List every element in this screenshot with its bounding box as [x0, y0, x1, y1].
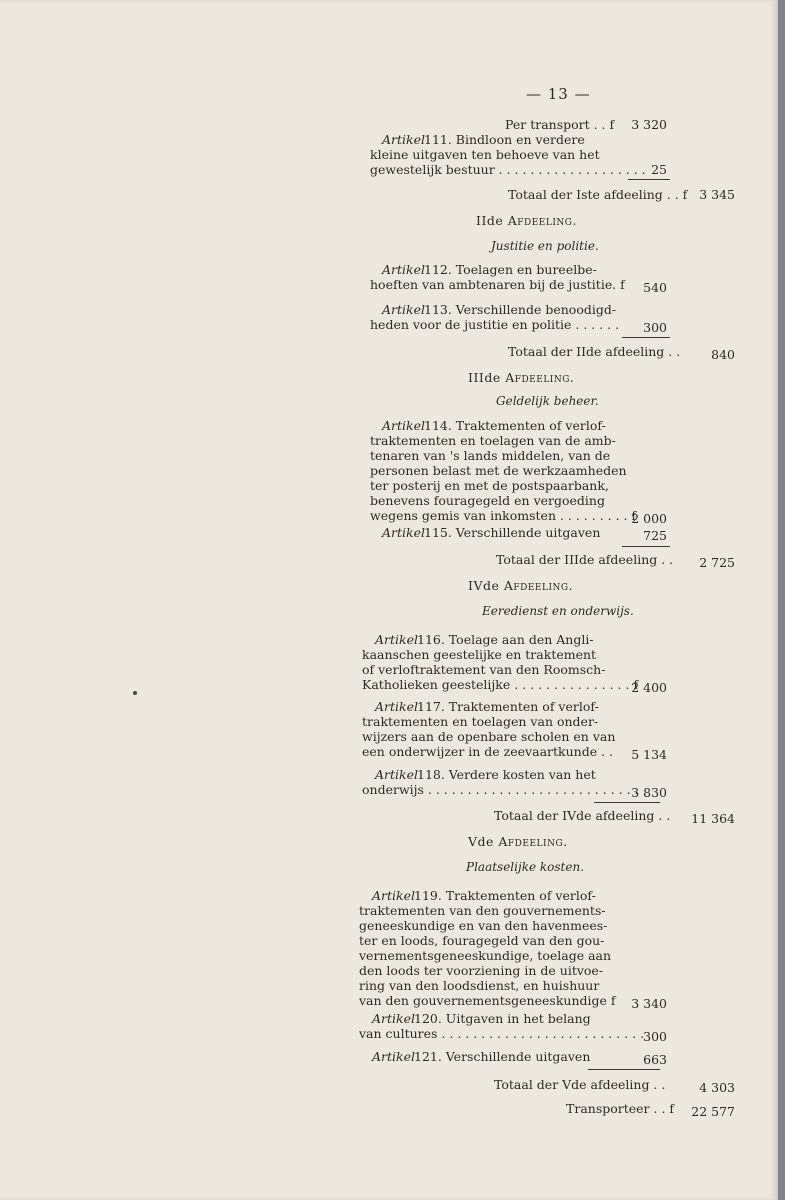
text-line: Transporteer . . f: [566, 1101, 675, 1116]
text-line: hoeften van ambtenaren bij de justitie. f: [370, 277, 625, 292]
text-line: Totaal der IIIde afdeeling . .: [496, 552, 674, 567]
article-label: Artikel: [382, 302, 425, 317]
section-caption: Plaatselijke kosten.: [466, 860, 585, 874]
text-line: van cultures . . . . . . . . . . . . . . . . . . . . . . . . . .: [359, 1026, 645, 1041]
article-label: Artikel: [372, 1011, 415, 1026]
section-caption: Justitie en politie.: [491, 239, 599, 253]
article-label: Artikel: [375, 699, 418, 714]
text-line: of verloftraktement van den Roomsch-: [362, 662, 606, 677]
article-label: Artikel: [372, 1049, 415, 1064]
text-line: 119. Traktementen of verlof-: [414, 888, 596, 903]
text-line: Totaal der IVde afdeeling . .: [494, 808, 671, 823]
amount-value: 2 400: [631, 680, 667, 695]
text-line: een onderwijzer in de zeevaartkunde . .: [362, 744, 613, 759]
text-line: benevens fouragegeld en vergoeding: [370, 493, 605, 508]
ink-speck: [133, 691, 137, 695]
article-label: Artikel: [372, 888, 415, 903]
article-label: Artikel: [382, 262, 425, 277]
amount-value: 25: [651, 162, 667, 177]
text-line: Totaal der Iste afdeeling . . f: [508, 187, 688, 202]
text-line: den loods ter voorziening in de uitvoe-: [359, 963, 604, 978]
amount-value: 300: [643, 320, 667, 335]
text-line: traktementen en toelagen van de amb-: [370, 433, 616, 448]
text-line: 118. Verdere kosten van het: [417, 767, 596, 782]
text-line: gewestelijk bestuur . . . . . . . . . . . . . . . . . . .: [370, 162, 646, 177]
text-line: 116. Toelage aan den Angli-: [417, 632, 594, 647]
text-line: Per transport . . f: [505, 117, 615, 132]
text-line: wijzers aan de openbare scholen en van: [362, 729, 616, 744]
text-line: heden voor de justitie en politie . . . . . .: [370, 317, 620, 332]
text-line: traktementen van den gouvernements-: [359, 903, 606, 918]
text-line: traktementen en toelagen van onder-: [362, 714, 599, 729]
text-line: onderwijs . . . . . . . . . . . . . . . . . . . . . . . . . . .: [362, 782, 639, 797]
section-heading: IIde Afdeeling.: [476, 213, 577, 228]
text-line: kaanschen geestelijke en traktement: [362, 647, 597, 662]
sum-rule: [622, 546, 670, 547]
text-line: personen belast met de werkzaamheden: [370, 463, 627, 478]
amount-value: 4 303: [699, 1080, 735, 1095]
amount-value: 663: [643, 1052, 667, 1067]
amount-value: 540: [643, 280, 667, 295]
amount-value: 2 725: [699, 555, 735, 570]
text-line: ter en loods, fouragegeld van den gou-: [359, 933, 605, 948]
text-line: ring van den loodsdienst, en huishuur: [359, 978, 600, 993]
amount-value: 3 830: [631, 785, 667, 800]
amount-value: 3 320: [631, 117, 667, 132]
text-line: 111. Bindloon en verdere: [424, 132, 585, 147]
section-heading: IVde Afdeeling.: [468, 578, 574, 593]
article-label: Artikel: [382, 525, 425, 540]
amount-value: 3 345: [699, 187, 735, 202]
text-line: 121. Verschillende uitgaven: [414, 1049, 591, 1064]
article-label: Artikel: [375, 767, 418, 782]
section-heading: Vde Afdeeling.: [468, 834, 568, 849]
text-line: 114. Traktementen of verlof-: [424, 418, 606, 433]
text-line: tenaren van 's lands middelen, van de: [370, 448, 611, 463]
article-label: Artikel: [382, 132, 425, 147]
sum-rule: [588, 1069, 660, 1070]
sum-rule: [594, 802, 660, 803]
text-line: 120. Uitgaven in het belang: [414, 1011, 591, 1026]
text-line: van den gouvernementsgeneeskundige f: [359, 993, 616, 1008]
text-line: geneeskundige en van den havenmees-: [359, 918, 608, 933]
section-caption: Geldelijk beheer.: [496, 394, 599, 408]
text-line: 112. Toelagen en bureelbe-: [424, 262, 597, 277]
text-line: Totaal der Vde afdeeling . .: [494, 1077, 666, 1092]
page-number: — 13 —: [526, 85, 591, 103]
amount-value: 5 134: [631, 747, 667, 762]
text-line: 117. Traktementen of verlof-: [417, 699, 599, 714]
section-caption: Eeredienst en onderwijs.: [482, 604, 634, 618]
text-line: Totaal der IIde afdeeling . .: [508, 344, 681, 359]
amount-value: 840: [711, 347, 735, 362]
sum-rule: [622, 337, 670, 338]
sum-rule: [628, 179, 670, 180]
text-line: 115. Verschillende uitgaven: [424, 525, 601, 540]
article-label: Artikel: [375, 632, 418, 647]
amount-value: 11 364: [691, 811, 735, 826]
section-heading: IIIde Afdeeling.: [468, 370, 575, 385]
text-line: ter posterij en met de postspaarbank,: [370, 478, 609, 493]
amount-value: 3 340: [631, 996, 667, 1011]
text-line: wegens gemis van inkomsten . . . . . . . . . f: [370, 508, 637, 523]
amount-value: 22 577: [691, 1104, 735, 1119]
text-line: Katholieken geestelijke . . . . . . . . . . . . . . . f: [362, 677, 639, 692]
text-line: 113. Verschillende benoodigd-: [424, 302, 617, 317]
text-line: vernementsgeneeskundige, toelage aan: [359, 948, 612, 963]
text-line: kleine uitgaven ten behoeve van het: [370, 147, 600, 162]
amount-value: 300: [643, 1029, 667, 1044]
amount-value: 725: [643, 528, 667, 543]
amount-value: 2 000: [631, 511, 667, 526]
article-label: Artikel: [382, 418, 425, 433]
